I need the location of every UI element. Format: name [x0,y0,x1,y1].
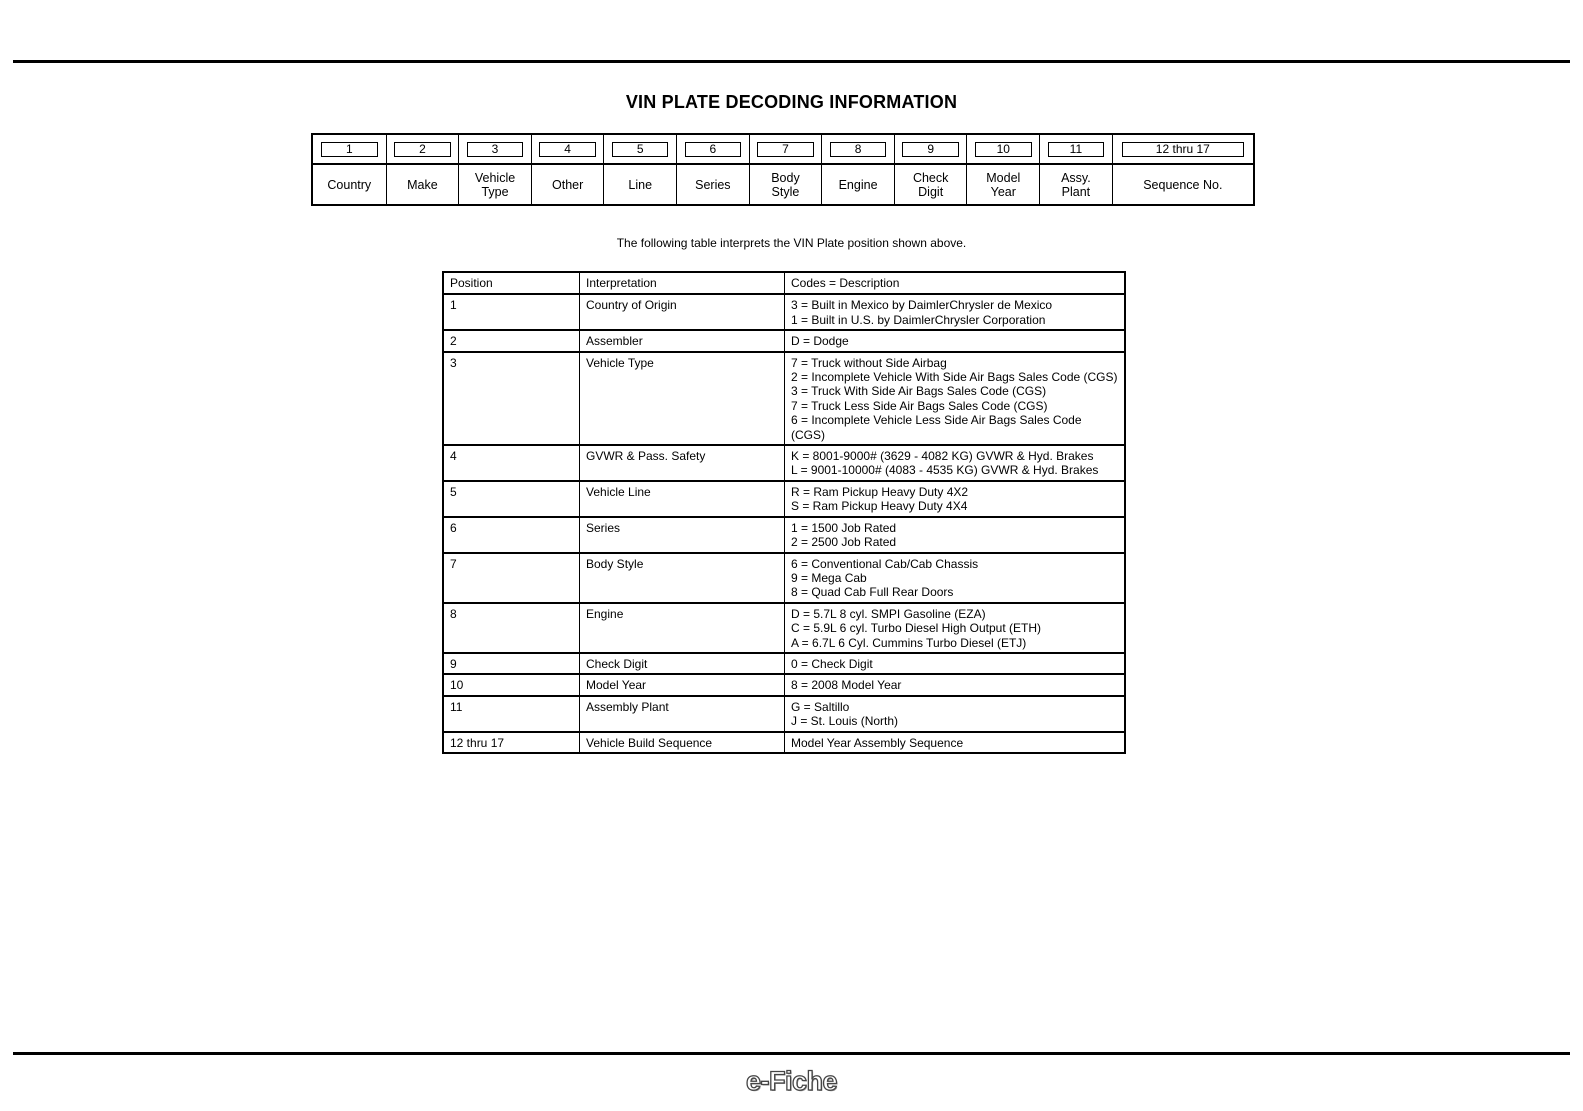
vin-position-row [1040,135,1112,165]
vin-position-label: Assy. Plant [1061,170,1091,199]
vin-position-row [895,135,967,165]
code-description: 3 = Built in Mexico by DaimlerChrysler de Mexico [791,298,1053,313]
code-description: G = Saltillo [791,699,850,714]
cell-codes [785,352,1126,445]
code-description: 2 = 2500 Job Rated [791,535,897,550]
vin-position-label: Country [327,177,372,192]
cell-interpretation: Assembly Plant [580,696,785,732]
table-row [443,352,1125,445]
vin-position-row [822,135,894,165]
cell-position: 2 [443,330,580,351]
code-description: 6 = Conventional Cab/Cab Chassis [791,556,979,571]
vin-position-row [604,135,676,165]
vin-position-label: Model Year [986,170,1021,199]
vin-position-label: Check Digit [912,170,949,199]
code-description: 6 = Incomplete Vehicle Less Side Air Bags Sales Code (CGS) [791,413,1082,442]
vin-position-number: 9 [902,142,958,157]
table-row [443,732,1125,753]
cell-interpretation: GVWR & Pass. Safety [580,445,785,481]
code-description: S = Ram Pickup Heavy Duty 4X4 [791,499,968,514]
cell-codes [785,732,1126,753]
cell-codes [785,653,1126,674]
code-description: 2 = Incomplete Vehicle With Side Air Bags Sales Code (CGS) [791,370,1118,385]
vin-plate-cell [458,135,531,204]
page-title: VIN PLATE DECODING INFORMATION [625,92,958,112]
table-row [443,517,1125,553]
cell-interpretation: Vehicle Build Sequence [580,732,785,753]
vin-plate-cell [531,135,604,204]
cell-interpretation: Model Year [580,674,785,695]
vin-plate-cell [1112,135,1253,204]
code-description: 7 = Truck Less Side Air Bags Sales Code (CGS) [791,398,1048,413]
code-description: J = St. Louis (North) [791,714,899,729]
vin-position-number: 11 [1048,142,1104,157]
vin-decoding-table [442,271,1126,754]
cell-interpretation: Series [580,517,785,553]
cell-position: 9 [443,653,580,674]
cell-position: 8 [443,603,580,653]
cell-position: 4 [443,445,580,481]
vin-position-label: Line [628,177,653,192]
vin-position-label: Series [695,177,731,192]
vin-plate-cell [966,135,1039,204]
table-header-row [443,272,1125,294]
vin-position-number: 6 [685,142,741,157]
cell-codes [785,330,1126,351]
cell-codes [785,603,1126,653]
code-description: 1 = Built in U.S. by DaimlerChrysler Corporation [791,312,1046,327]
table-caption: The following table interprets the VIN Plate position shown above. [616,236,967,250]
code-description: 8 = 2008 Model Year [791,678,902,693]
vin-position-number: 2 [394,142,450,157]
top-rule [13,60,1570,63]
vin-position-number: 7 [757,142,813,157]
vin-position-label: Body Style [771,170,800,199]
vin-position-number: 5 [612,142,668,157]
vin-plate-cell [821,135,894,204]
vin-position-number: 12 thru 17 [1122,142,1245,157]
code-description: 3 = Truck With Side Air Bags Sales Code (CGS) [791,384,1047,399]
code-description: 7 = Truck without Side Airbag [791,355,947,370]
header-codes: Codes = Description [785,272,1126,294]
vin-position-row [967,135,1039,165]
vin-position-row [750,135,822,165]
code-description: L = 9001-10000# (4083 - 4535 KG) GVWR & Hyd. Brakes [791,463,1099,478]
cell-position: 3 [443,352,580,445]
cell-codes [785,553,1126,603]
table-row [443,481,1125,517]
vin-plate-cell [386,135,459,204]
cell-interpretation: Check Digit [580,653,785,674]
vin-position-number: 4 [539,142,595,157]
code-description: Model Year Assembly Sequence [791,735,964,750]
cell-position: 1 [443,294,580,330]
vin-plate-cell [1039,135,1112,204]
code-description: 8 = Quad Cab Full Rear Doors [791,585,954,600]
cell-position: 11 [443,696,580,732]
vin-position-label: Other [552,177,584,192]
table-row [443,445,1125,481]
efiche-logo: e-Fiche [745,1066,838,1096]
vin-position-label: Make [407,177,438,192]
code-description: K = 8001-9000# (3629 - 4082 KG) GVWR & Hyd. Brakes [791,449,1094,464]
vin-position-row [532,135,604,165]
vin-position-row [677,135,749,165]
vin-position-row [459,135,531,165]
cell-position: 5 [443,481,580,517]
table-row [443,553,1125,603]
cell-codes [785,294,1126,330]
vin-position-number: 3 [467,142,523,157]
vin-plate-cell [676,135,749,204]
vin-plate-cell [603,135,676,204]
code-description: C = 5.9L 6 cyl. Turbo Diesel High Output (ETH) [791,621,1041,636]
header-interpretation: Interpretation [580,272,785,294]
cell-codes [785,445,1126,481]
bottom-rule [13,1052,1570,1055]
vin-position-label: Sequence No. [1143,177,1223,192]
vin-position-row [1113,135,1253,165]
cell-codes [785,517,1126,553]
cell-codes [785,674,1126,695]
cell-position: 10 [443,674,580,695]
table-row [443,294,1125,330]
cell-interpretation: Body Style [580,553,785,603]
vin-position-row [387,135,459,165]
table-row [443,603,1125,653]
vin-plate-cell [749,135,822,204]
code-description: D = Dodge [791,334,849,349]
code-description: A = 6.7L 6 Cyl. Cummins Turbo Diesel (ETJ) [791,635,1027,650]
code-description: R = Ram Pickup Heavy Duty 4X2 [791,484,969,499]
table-row [443,653,1125,674]
table-row [443,674,1125,695]
cell-codes [785,696,1126,732]
vin-plate-cell [313,135,386,204]
vin-position-row [313,135,386,165]
vin-position-number: 10 [975,142,1031,157]
header-position: Position [443,272,580,294]
code-description: D = 5.7L 8 cyl. SMPI Gasoline (EZA) [791,606,986,621]
vin-position-number: 8 [830,142,886,157]
cell-interpretation: Country of Origin [580,294,785,330]
table-row [443,330,1125,351]
code-description: 1 = 1500 Job Rated [791,520,897,535]
vin-position-label: Engine [838,177,878,192]
vin-position-label: Vehicle Type [474,170,516,199]
cell-position: 7 [443,553,580,603]
cell-interpretation: Vehicle Line [580,481,785,517]
cell-interpretation: Engine [580,603,785,653]
cell-position: 12 thru 17 [443,732,580,753]
cell-interpretation: Vehicle Type [580,352,785,445]
cell-interpretation: Assembler [580,330,785,351]
table-row [443,696,1125,732]
vin-position-number: 1 [321,142,378,157]
vin-plate-cell [894,135,967,204]
cell-codes [785,481,1126,517]
code-description: 0 = Check Digit [791,656,873,671]
code-description: 9 = Mega Cab [791,570,867,585]
cell-position: 6 [443,517,580,553]
vin-plate-diagram [311,133,1255,206]
